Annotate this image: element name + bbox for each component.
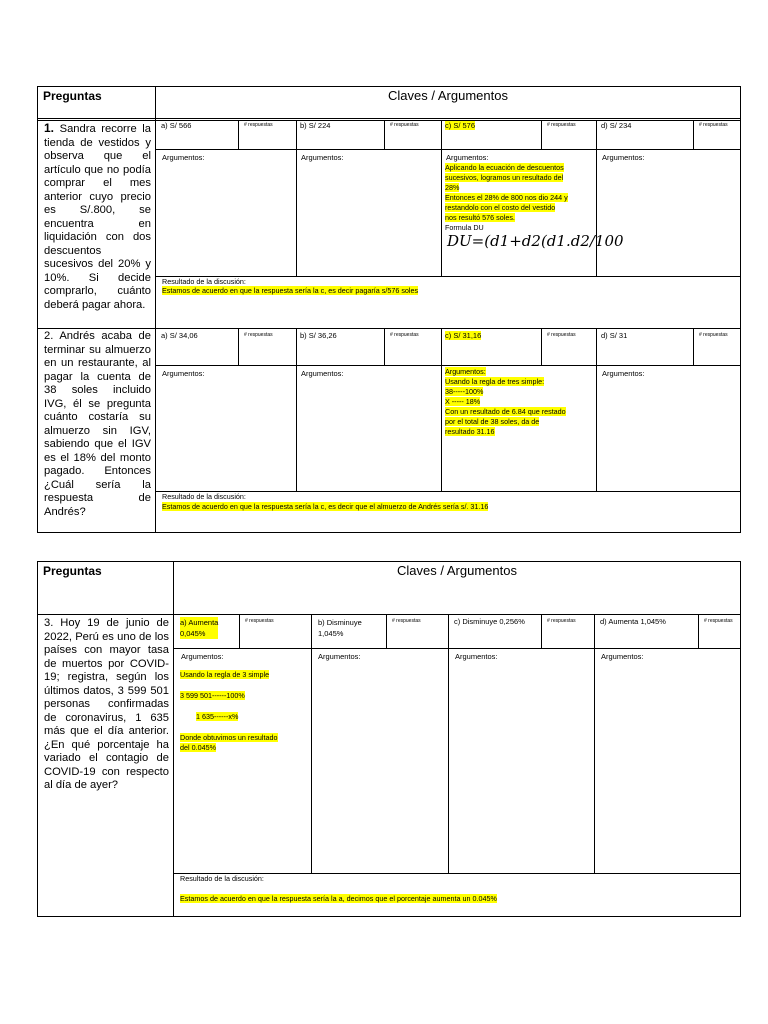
argumentos-label: Argumentos: — [455, 652, 498, 661]
argument-line: Entonces el 28% de 800 nos dio 244 y — [445, 193, 568, 202]
divider — [384, 120, 385, 149]
option-c[interactable]: c) S/ 31,16 — [445, 331, 482, 340]
respuestas-count: # respuestas — [699, 332, 728, 338]
option-d[interactable]: d) S/ 31 — [601, 331, 628, 340]
question-number: 1. — [44, 121, 55, 135]
header-claves-argumentos: Claves / Argumentos — [388, 88, 508, 103]
option-a[interactable]: a) S/ 34,06 — [161, 331, 198, 340]
divider — [155, 365, 741, 366]
divider — [698, 614, 699, 648]
argumentos-label: Argumentos: — [301, 369, 344, 378]
argument-line: Usando la regla de tres simple: — [445, 377, 545, 386]
argument-line: 38-----100% — [445, 387, 484, 396]
divider — [541, 328, 542, 365]
argument-line: por el total de 38 soles, da de — [445, 417, 540, 426]
resultado-label: Resultado de la discusión: — [162, 492, 246, 501]
respuestas-count: # respuestas — [704, 618, 733, 624]
argumentos-label: Argumentos: — [318, 652, 361, 661]
divider — [693, 328, 694, 365]
resultado-label: Resultado de la discusión: — [180, 874, 264, 883]
respuestas-count: # respuestas — [245, 618, 274, 624]
argument-line: Donde obtuvimos un resultado — [180, 733, 278, 742]
argument-line: Argumentos: — [445, 367, 486, 376]
argument-a-line — [180, 691, 245, 701]
divider — [296, 328, 297, 491]
respuestas-count: # respuestas — [390, 122, 419, 128]
divider — [238, 328, 239, 365]
argumentos-label: Argumentos: — [162, 369, 205, 378]
argument-line: restandolo con el costo del vestido — [445, 203, 556, 212]
argument-line: 3 599 501------100% — [180, 691, 245, 700]
question-text: Sandra recorre la tienda de vestidos y observa que el artículo que no podía comprar el mes anterior cuyo precio es S/.800, se encuentra en liquidación con dos descuentos sucesivos del 20% y 10%. Si decide comprarlo, cuánto deberá pagar ahora. — [44, 123, 152, 311]
header-preguntas: Preguntas — [43, 89, 102, 103]
option-d[interactable]: d) Aumenta 1,045% — [600, 617, 666, 626]
option-a-line1: a) Aumenta — [180, 618, 219, 627]
resultado-label: Resultado de la discusión: — [162, 277, 246, 286]
option-a-line2: 0,045% — [180, 628, 218, 639]
argument-line: Usando la regla de 3 simple — [180, 670, 270, 679]
option-c[interactable]: c) Disminuye 0,256% — [454, 617, 525, 626]
question-1 — [37, 122, 155, 327]
divider — [238, 120, 239, 149]
option-b-line1: b) Disminuye — [318, 618, 362, 627]
argument-line: Aplicando la ecuación de descuentos — [445, 163, 564, 172]
divider — [448, 614, 449, 873]
argument-line: resultado 31.16 — [445, 427, 495, 436]
resultado-text: Estamos de acuerdo en que la respuesta sería la c, es decir pagaría s/576 soles — [162, 286, 419, 295]
divider — [37, 328, 741, 329]
argumentos-label: Argumentos: — [601, 652, 644, 661]
argument-line: Con un resultado de 6.84 que restado — [445, 407, 566, 416]
option-d[interactable]: d) S/ 234 — [601, 121, 632, 130]
argumentos-label: Argumentos: — [181, 652, 224, 661]
option-a[interactable]: a) S/ 566 — [161, 121, 192, 130]
divider — [541, 120, 542, 149]
divider — [155, 120, 156, 533]
divider — [594, 614, 595, 873]
option-b[interactable]: b) S/ 36,26 — [300, 331, 337, 340]
respuestas-count: # respuestas — [244, 122, 273, 128]
question-3: 3. Hoy 19 de junio de 2022, Perú es uno de los países con mayor tasa de muertos por COVID-19; registra, según los últimos datos, 3 599 501 personas confirmadas de coronavirus, 1 635 más que el día anterior. ¿En qué porcentaje ha variado el contagio de COVID-19 con respecto al día de ayer? — [44, 617, 169, 791]
argumentos-label: Argumentos: — [602, 153, 645, 162]
option-c[interactable]: c) S/ 576 — [445, 121, 476, 130]
divider — [384, 328, 385, 365]
divider — [541, 614, 542, 648]
divider — [37, 118, 741, 119]
respuestas-count: # respuestas — [547, 332, 576, 338]
argument-a-line — [180, 733, 278, 753]
option-b[interactable]: b) S/ 224 — [300, 121, 331, 130]
argumentos-label: Argumentos: — [162, 153, 205, 162]
respuestas-count: # respuestas — [390, 332, 419, 338]
respuestas-count: # respuestas — [547, 122, 576, 128]
argument-line: sucesivos, logramos un resultado del — [445, 173, 564, 182]
divider — [596, 328, 597, 491]
resultado-text: Estamos de acuerdo en que la respuesta sería la c, es decir que el almuerzo de Andrés sería s/. 31.16 — [162, 502, 489, 511]
argumentos-label: Argumentos: — [446, 153, 489, 162]
respuestas-count: # respuestas — [547, 618, 576, 624]
formula-label: Formula DU — [445, 223, 484, 232]
resultado-text: Estamos de acuerdo en que la respuesta sería la a, decimos que el porcentaje aumenta un 0.045% — [180, 894, 497, 903]
argumentos-label: Argumentos: — [301, 153, 344, 162]
divider — [239, 614, 240, 648]
option-a[interactable] — [177, 615, 221, 641]
divider — [693, 120, 694, 149]
divider — [311, 614, 312, 873]
argument-line: X ----- 18% — [445, 397, 481, 406]
argumentos-label: Argumentos: — [602, 369, 645, 378]
argument-c — [445, 163, 595, 233]
divider — [441, 328, 442, 491]
argument-c — [445, 367, 595, 437]
divider — [441, 120, 442, 276]
divider — [386, 614, 387, 648]
argument-a-line — [196, 712, 238, 722]
formula-du: DU=(d1+d2(d1.d2/100 — [447, 232, 624, 250]
option-b-line2: 1,045% — [318, 629, 344, 638]
respuestas-count: # respuestas — [244, 332, 273, 338]
divider — [296, 120, 297, 276]
argument-line: del 0.045% — [180, 743, 216, 752]
argument-a-line — [180, 670, 269, 680]
header-preguntas: Preguntas — [43, 564, 102, 578]
argument-line: nos resultó 576 soles. — [445, 213, 515, 222]
argument-line: 28% — [445, 183, 460, 192]
option-b[interactable] — [315, 615, 365, 641]
header-claves-argumentos: Claves / Argumentos — [397, 563, 517, 578]
respuestas-count: # respuestas — [699, 122, 728, 128]
respuestas-count: # respuestas — [392, 618, 421, 624]
question-2: 2. Andrés acaba de terminar su almuerzo en un restaurante, al pagar la cuenta de 38 soles incluido IVG, él se pregunta cuánto costaría su almuerzo sin IGV, sabiendo que el IGV es el 18% del monto pagado. Entonces ¿Cuál sería la respuesta de Andrés? — [44, 330, 151, 518]
divider — [596, 120, 597, 276]
argument-line: 1 635------x% — [196, 712, 239, 721]
